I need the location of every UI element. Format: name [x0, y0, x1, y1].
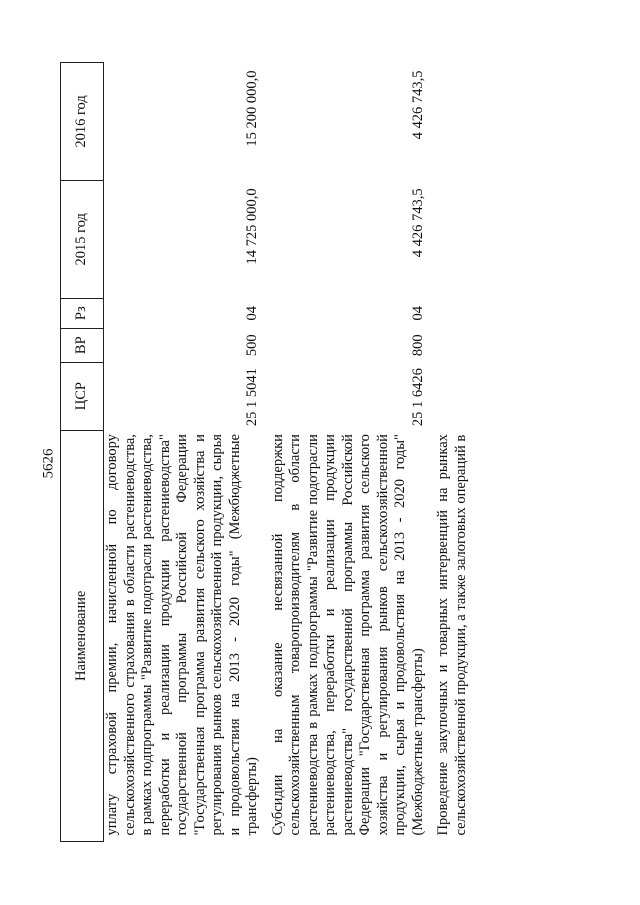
header-vr: ВР: [61, 328, 104, 362]
header-csr: ЦСР: [61, 362, 104, 430]
row-name-text: Проведение закупочных и товарных интервенций на рынках сельскохозяйственной продукции, а также залоговых операций в: [435, 434, 469, 836]
table-header: [61, 63, 104, 842]
row-2015: 4 426 743,5: [409, 188, 426, 258]
row-rz: 04: [244, 305, 260, 321]
table-row: [270, 63, 436, 842]
row-csr: 25 1 5041: [244, 368, 260, 427]
row-csr: 25 1 6426: [409, 368, 426, 427]
header-2015: 2015 год: [61, 180, 104, 298]
page-number: 5626: [40, 448, 57, 479]
header-2016: 2016 год: [61, 63, 104, 181]
budget-table-rotated: [60, 62, 580, 842]
table-row: [104, 63, 270, 842]
header-name: Наименование: [61, 430, 104, 841]
row-vr: 800: [409, 334, 426, 357]
row-name: [435, 430, 491, 841]
row-2015: 14 725 000,0: [244, 188, 260, 265]
row-name: Субсидии на оказание несвязанной поддержки сельскохозяйственным товаропроизводителям в области растениеводства в рамках подпрограммы "Развитие подотрасли растениеводства, переработки и реализации продукции растениеводства" государственной программы Российской Федерации "Государственная программа развития сельского хозяйства и регулирования рынков сельскохозяйственной продукции, сырья и продовольствия на 2013 - 2020 годы" (Межбюджетные трансферты): [269, 434, 426, 836]
row-rz: 04: [409, 305, 426, 321]
row-vr: 500: [244, 334, 260, 357]
row-2016: 4 426 743,5: [409, 70, 426, 140]
row-2016: 15 200 000,0: [244, 70, 260, 147]
budget-table: [60, 62, 491, 842]
row-name: уплату страховой премии, начисленной по договору сельскохозяйственного страхования в области растениеводства, в рамках подпрограммы "Развитие подотрасли растениеводства, переработки и реализации продукции растениеводства" государственной программы Российской Федерации "Государственная программа развития сельского хозяйства и регулирования рынков сельскохозяйственной продукции, сырья и продовольствия на 2013 - 2020 годы" (Межбюджетные трансферты): [104, 434, 260, 836]
table-row: [435, 63, 491, 842]
header-rz: Рз: [61, 298, 104, 328]
